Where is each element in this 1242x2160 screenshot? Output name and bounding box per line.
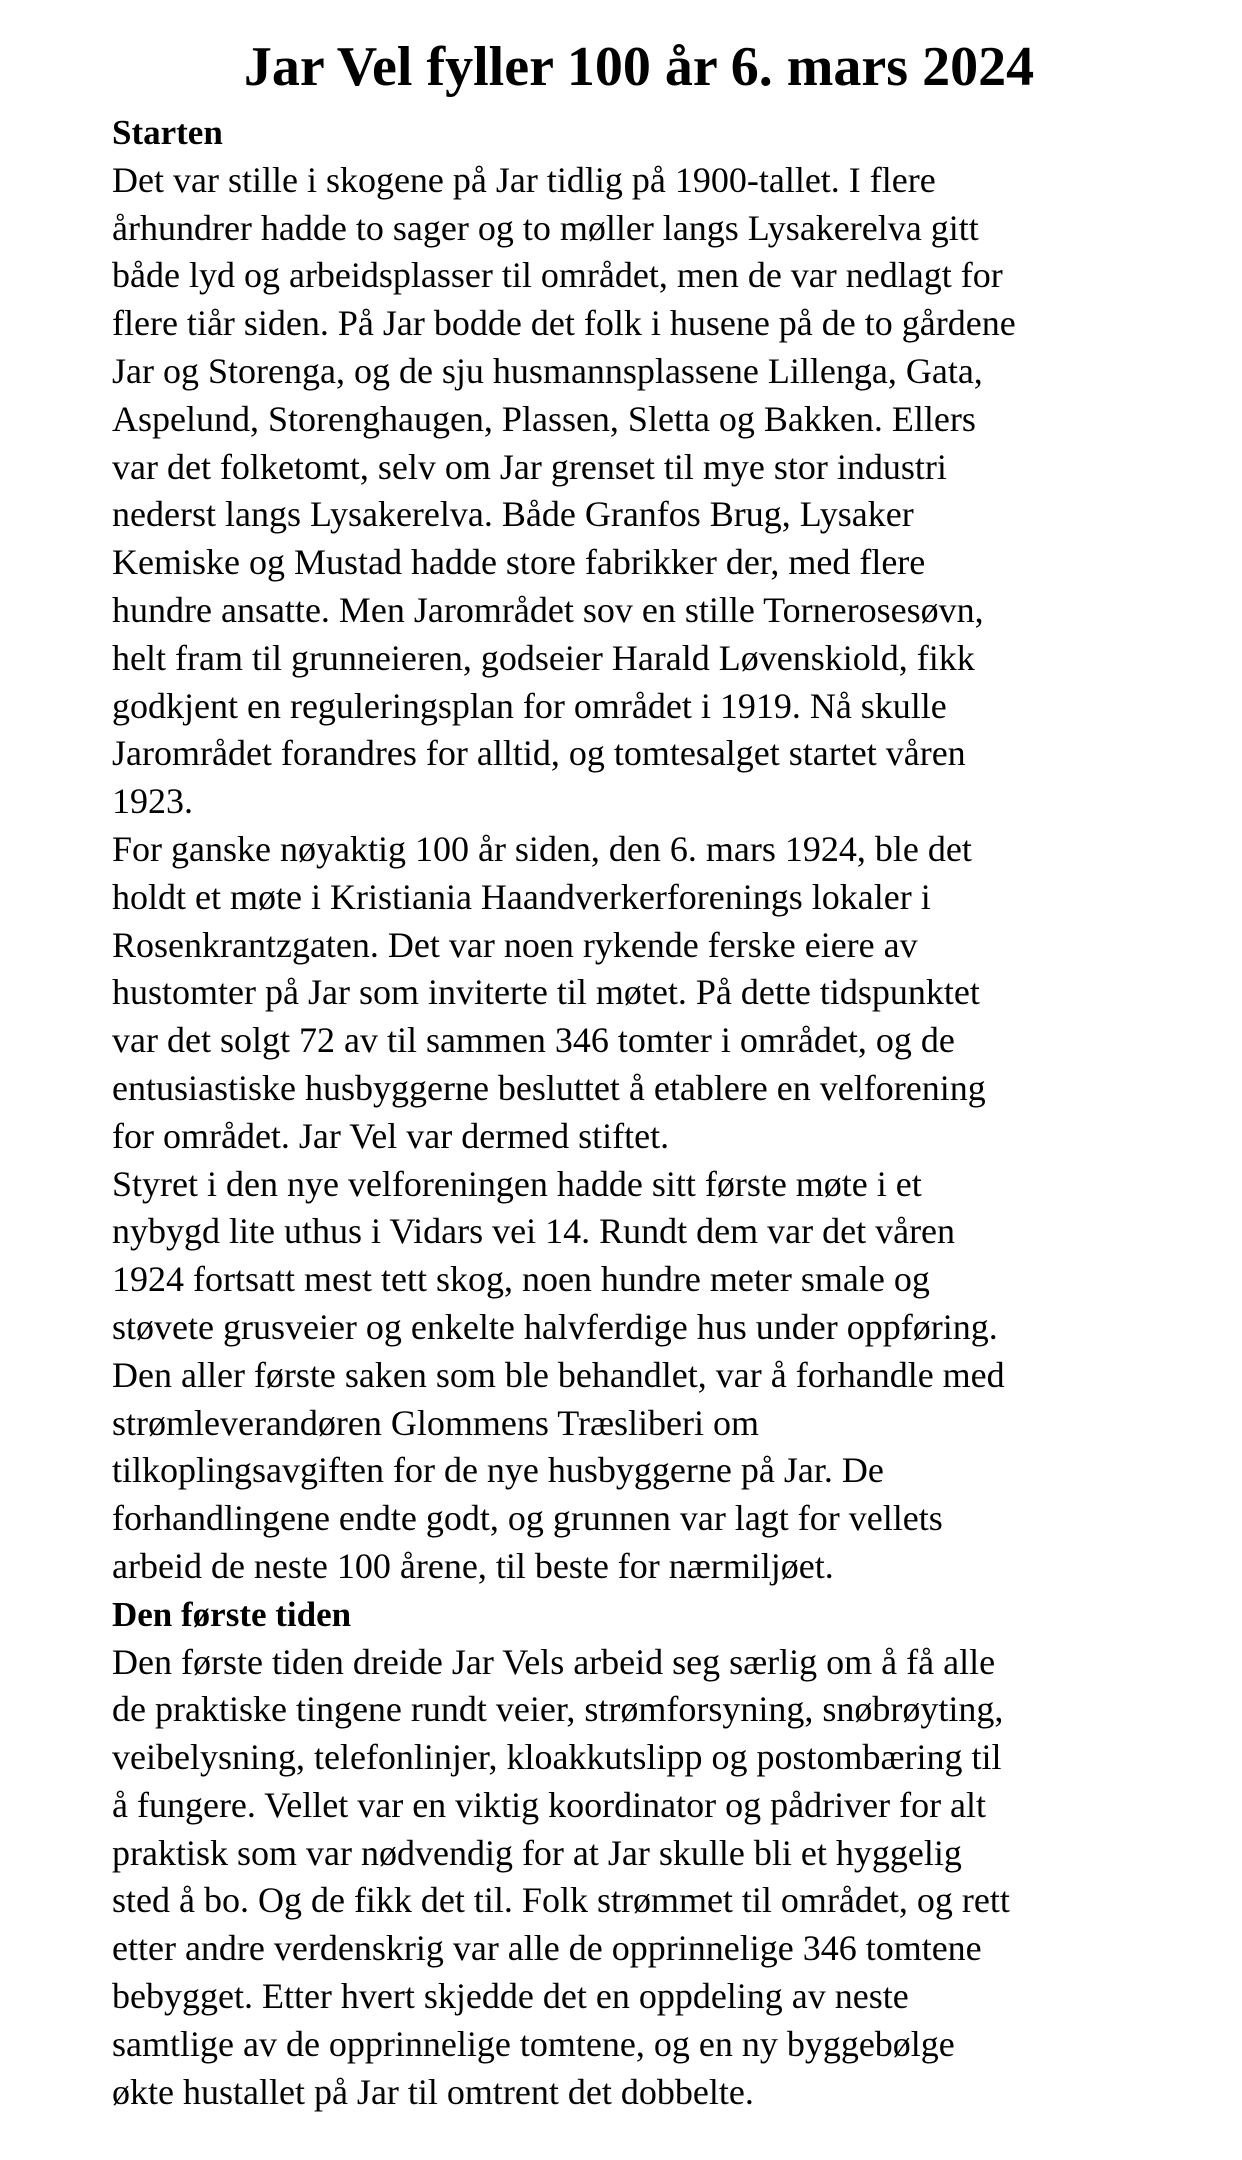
paragraph xyxy=(112,1161,1212,1591)
text-line: Den aller første saken som ble behandlet, var å forhandle med xyxy=(112,1354,1005,1395)
paragraph xyxy=(112,1639,1212,2117)
text-line: sted å bo. Og de fikk det til. Folk strømmet til området, og rett xyxy=(112,1880,1010,1921)
text-line: samtlige av de opprinnelige tomtene, og en ny byggebølge xyxy=(112,2023,955,2064)
text-line: etter andre verdenskrig var alle de opprinnelige 346 tomtene xyxy=(112,1928,982,1969)
text-line: for området. Jar Vel var dermed stiftet. xyxy=(112,1115,670,1156)
document-title: Jar Vel fyller 100 år 6. mars 2024 xyxy=(243,36,1035,98)
section-heading: Den første tiden xyxy=(112,1594,352,1634)
text-line: nederst langs Lysakerelva. Både Granfos Brug, Lysaker xyxy=(112,494,914,535)
text-line: århundrer hadde to sager og to møller langs Lysakerelva gitt xyxy=(112,207,979,248)
text-line: strømleverandøren Glommens Træsliberi om xyxy=(112,1402,759,1443)
text-line: 1923. xyxy=(112,781,193,822)
text-line: helt fram til grunneieren, godseier Harald Løvenskiold, fikk xyxy=(112,637,975,678)
text-line: holdt et møte i Kristiania Haandverkerforenings lokaler i xyxy=(112,876,931,917)
paragraph xyxy=(112,826,1212,1161)
text-line: Det var stille i skogene på Jar tidlig på 1900-tallet. I flere xyxy=(112,159,936,200)
text-line: forhandlingene endte godt, og grunnen var lagt for vellets xyxy=(112,1498,943,1539)
text-line: Jarområdet forandres for alltid, og tomtesalget startet våren xyxy=(112,733,966,774)
text-line: Jar og Storenga, og de sju husmannsplassene Lillenga, Gata, xyxy=(112,350,983,391)
text-line: var det folketomt, selv om Jar grenset til mye stor industri xyxy=(112,446,947,487)
text-line: godkjent en reguleringsplan for området i 1919. Nå skulle xyxy=(112,685,947,726)
section-starten xyxy=(112,109,1212,2116)
text-line: støvete grusveier og enkelte halvferdige hus under oppføring. xyxy=(112,1306,998,1347)
text-line: tilkoplingsavgiften for de nye husbyggerne på Jar. De xyxy=(112,1450,884,1491)
text-line: 1924 fortsatt mest tett skog, noen hundre meter smale og xyxy=(112,1259,930,1300)
paragraph xyxy=(112,157,1212,826)
text-line: både lyd og arbeidsplasser til området, men de var nedlagt for xyxy=(112,255,1003,296)
text-line: økte hustallet på Jar til omtrent det dobbelte. xyxy=(112,2071,754,2112)
text-line: flere tiår siden. På Jar bodde det folk i husene på de to gårdene xyxy=(112,303,1016,344)
text-line: Aspelund, Storenghaugen, Plassen, Sletta og Bakken. Ellers xyxy=(112,398,976,439)
text-line: de praktiske tingene rundt veier, strømforsyning, snøbrøyting, xyxy=(112,1689,1004,1730)
text-line: hustomter på Jar som inviterte til møtet. På dette tidspunktet xyxy=(112,972,980,1013)
text-line: Rosenkrantzgaten. Det var noen rykende ferske eiere av xyxy=(112,924,918,965)
text-line: For ganske nøyaktig 100 år siden, den 6. mars 1924, ble det xyxy=(112,828,972,869)
text-line: arbeid de neste 100 årene, til beste for nærmiljøet. xyxy=(112,1545,834,1586)
text-line: Kemiske og Mustad hadde store fabrikker der, med flere xyxy=(112,542,926,583)
text-line: praktisk som var nødvendig for at Jar skulle bli et hyggelig xyxy=(112,1832,962,1873)
section-heading: Starten xyxy=(112,113,223,152)
text-line: Den første tiden dreide Jar Vels arbeid seg særlig om å få alle xyxy=(112,1641,996,1682)
text-line: bebygget. Etter hvert skjedde det en oppdeling av neste xyxy=(112,1976,909,2017)
text-line: nybygd lite uthus i Vidars vei 14. Rundt dem var det våren xyxy=(112,1211,956,1252)
text-line: entusiastiske husbyggerne besluttet å etablere en velforening xyxy=(112,1067,986,1108)
text-line: var det solgt 72 av til sammen 346 tomter i området, og de xyxy=(112,1020,955,1061)
text-line: veibelysning, telefonlinjer, kloakkutslipp og postombæring til xyxy=(112,1737,1002,1778)
text-line: hundre ansatte. Men Jarområdet sov en stille Tornerosesøvn, xyxy=(112,589,984,630)
text-line: å fungere. Vellet var en viktig koordinator og pådriver for alt xyxy=(112,1784,987,1825)
text-line: Styret i den nye velforeningen hadde sitt første møte i et xyxy=(112,1163,922,1204)
